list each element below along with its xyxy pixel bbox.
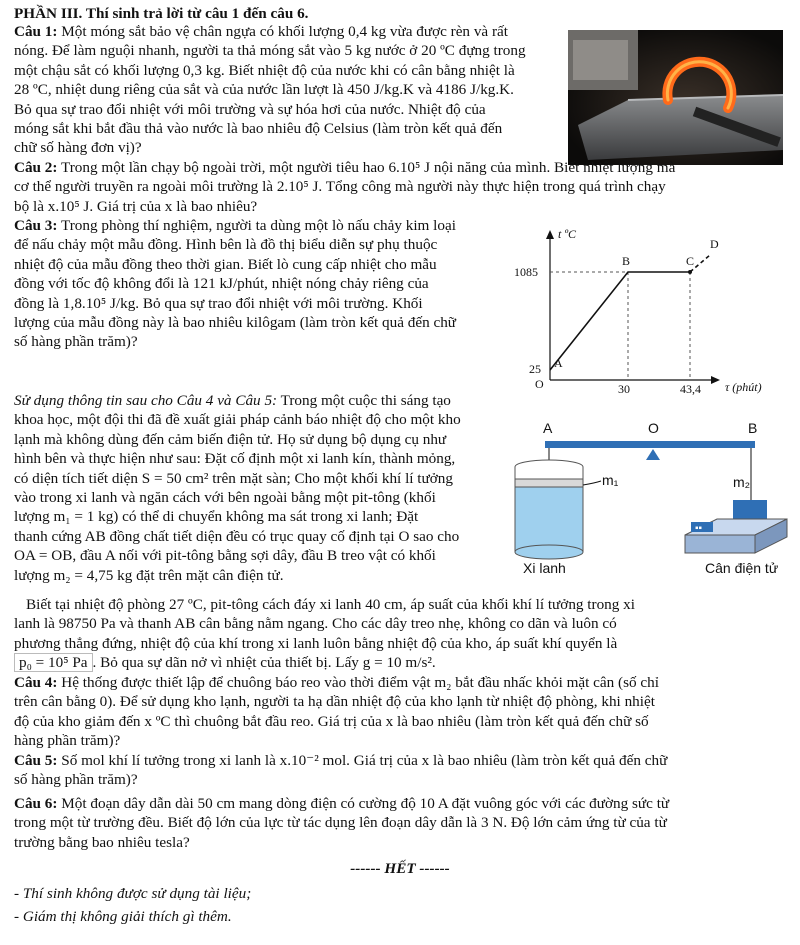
q6-line: trong một từ trường đều. Biết độ lớn của lực từ tác dụng lên đoạn dây dẫn là 3 N. Độ lớn cảm ứng từ của từ	[14, 814, 667, 832]
y-tick-label: 25	[529, 362, 541, 376]
q2-line: Trong một lần chạy bộ ngoài trời, một người tiêu hao 6.10⁵ J nội năng của mình. Biết nhiệt lượng mà	[61, 159, 676, 176]
label-o: O	[648, 420, 659, 436]
q3-line: số hàng phần trăm)?	[14, 333, 138, 351]
q3-line: nhiệt độ của mẫu đồng theo thời gian. Biết lò cung cấp nhiệt cho mẫu	[14, 255, 437, 273]
q5-label: Câu 5:	[14, 752, 58, 769]
intro-line: vào trong xi lanh và ngăn cách với bên ngoài bằng một pit-tông (khối	[14, 489, 436, 507]
point-label-a: A	[554, 356, 563, 370]
intro-line: có diện tích tiết diện S = 50 cm² trên mặt sàn; Cho một khối khí lí tưởng	[14, 469, 453, 487]
question-3	[14, 216, 504, 352]
pivot	[646, 449, 660, 460]
intro-line: thanh cứng AB đồng chất tiết diện đều có trục quay cố định tại O sao cho	[14, 527, 460, 545]
q1-line: 28 ºC, nhiệt dung riêng của sắt và của nước lần lượt là 450 J/kg.K và 4186 J/kg.K.	[14, 81, 514, 99]
q3-line: lượng của mẫu đồng này là bao nhiêu kilôgam (làm tròn kết quả đến chữ	[14, 314, 457, 332]
point-label-d: D	[710, 237, 719, 251]
question-6	[14, 794, 786, 852]
q6-label: Câu 6:	[14, 795, 58, 812]
q3-line: đồng là 1,8.10⁵ J/kg. Bỏ qua sự trao đổi nhiệt với môi trường. Khối	[14, 294, 423, 312]
q5-line: Số mol khí lí tưởng trong xi lanh là x.10⁻² mol. Giá trị của x là bao nhiêu (làm tròn kết quả đến chữ	[61, 752, 668, 769]
lever-diagram	[505, 415, 790, 580]
intro-line: lạnh mà không dùng đến cảm biến điện tử. Họ sử dụng bộ dụng cụ như	[14, 430, 447, 448]
origin-label: O	[535, 377, 544, 391]
q4-line: độ của kho giảm đến x ºC thì chuông bắt đầu reo. Giá trị của x là bao nhiêu (làm tròn kết quả đến chữ số	[14, 712, 649, 730]
intro-lead: Sử dụng thông tin sau cho Câu 4 và Câu 5:	[14, 392, 278, 409]
condition-line: Biết tại nhiệt độ phòng 27 ºC, pit-tông cách đáy xi lanh 40 cm, áp suất của khối khí lí tưởng trong xi	[26, 596, 635, 613]
horseshoe-photo	[568, 30, 783, 165]
question-4	[14, 673, 786, 751]
intro-q4-q5	[14, 391, 504, 585]
q1-label: Câu 1:	[14, 23, 58, 40]
intro-line: lượng m₂ = 4,75 kg đặt trên mặt cân điện tử.	[14, 566, 284, 584]
question-2	[14, 158, 786, 216]
x-axis-arrow	[711, 376, 720, 384]
q2-label: Câu 2:	[14, 159, 58, 176]
q2-line: cơ thể người truyền ra ngoài môi trường là 2.10⁵ J. Tổng công mà người này thực hiện trong quá trình chạy	[14, 178, 666, 196]
label-b: B	[748, 420, 758, 436]
condition-line: lanh là 98750 Pa và thanh AB cân bằng nằm ngang. Cho các dây treo nhẹ, không co dãn và luôn có	[14, 615, 617, 633]
q1-line: Bỏ qua sự trao đổi nhiệt với môi trường và sự hóa hơi của nước. Nhiệt độ của	[14, 100, 486, 118]
x-tick-label: 43,4	[680, 382, 701, 396]
notes	[14, 884, 786, 927]
intro-line: hình bên và thực hiện như sau: Đặt cố định một xi lanh kín, thành mỏng,	[14, 450, 456, 468]
q1-line: nóng. Để làm nguội nhanh, người ta thả móng sắt vào 5 kg nước ở 20 ºC đựng trong	[14, 42, 526, 60]
condition-line: . Bỏ qua sự dãn nở vì nhiệt của thiết bị. Lấy g = 10 m/s².	[92, 654, 436, 672]
q5-line: số hàng phần trăm)?	[14, 771, 138, 789]
label-a: A	[543, 420, 553, 436]
piston	[515, 479, 583, 487]
end-mark: ------ HẾT ------	[350, 860, 450, 877]
q4-line: trên cân bằng 0). Để sử dụng kho lạnh, người ta hạ dần nhiệt độ của kho lạnh từ nhiệt độ phòng, khi nhiệt	[14, 693, 655, 711]
scale-front	[685, 535, 755, 553]
intro-line: khoa học, một đội thi đã đề xuất giải pháp cảnh báo nhiệt độ cho một kho	[14, 411, 461, 429]
q2-line: bộ là x.10⁵ J. Giá trị của x là bao nhiêu?	[14, 197, 258, 215]
intro-line: Trong một cuộc thi sáng tạo	[277, 392, 451, 409]
x-tick-label: 30	[618, 382, 630, 396]
lever-beam	[545, 441, 755, 448]
y-axis-arrow	[546, 230, 554, 239]
point-label-c: C	[686, 254, 695, 268]
condition-line: phương thẳng đứng, nhiệt độ của khí trong xi lanh luôn bằng nhiệt độ của kho, áp suất khí quyển là	[14, 634, 618, 652]
atm-pressure: p₀ = 10⁵ Pa	[14, 653, 93, 672]
x-axis-label: τ (phút)	[725, 380, 762, 394]
q4-line: Hệ thống được thiết lập để chuông báo reo vào thời điểm vật m₂ bắt đầu nhấc khỏi mặt cân (số chỉ	[61, 674, 659, 691]
cylinder-bottom	[515, 545, 583, 559]
point-c	[688, 270, 692, 274]
scale-display-text: ▪▪	[695, 523, 703, 534]
scale-caption: Cân điện tử	[705, 560, 779, 576]
q1-line: một chậu sắt có khối lượng 0,3 kg. Biết nhiệt độ của nước khi có cân bằng nhiệt là	[14, 61, 515, 79]
y-axis-label: t ºC	[558, 227, 577, 241]
q4-label: Câu 4:	[14, 674, 58, 691]
point-label-b: B	[622, 254, 631, 268]
q4-line: hàng phần trăm)?	[14, 732, 121, 750]
cylinder-caption: Xi lanh	[523, 560, 566, 576]
q1-line: chữ số hàng đơn vị)?	[14, 139, 142, 157]
q3-line: Trong phòng thí nghiệm, người ta dùng một lò nấu chảy kim loại	[61, 217, 456, 234]
part-heading: PHẦN III. Thí sinh trả lời từ câu 1 đến câu 6.	[14, 5, 309, 22]
q1-line: móng sắt khi bắt đầu thả vào nước là bao nhiêu độ Celsius (làm tròn kết quả đến	[14, 120, 503, 138]
heating-curve	[550, 272, 690, 370]
note-line: - Giám thị không giải thích gì thêm.	[14, 908, 232, 926]
condition	[14, 595, 786, 673]
temperature-graph	[510, 225, 790, 400]
q6-line: trường bằng bao nhiêu tesla?	[14, 833, 190, 851]
m1-pointer	[583, 481, 601, 485]
cylinder-gas	[515, 487, 583, 552]
q3-line: đồng với tốc độ không đổi là 121 kJ/phút, nhiệt nóng chảy riêng của	[14, 275, 429, 293]
question-5	[14, 751, 786, 790]
intro-line: lượng m₁ = 1 kg) có thể di chuyển không ma sát trong xi lanh; Đặt	[14, 508, 419, 526]
question-1	[14, 22, 564, 158]
label-m1: m₁	[602, 472, 619, 488]
q1-line: Một móng sắt bảo vệ chân ngựa có khối lượng 0,4 kg vừa được rèn và rất	[61, 23, 508, 40]
intro-line: OA = OB, đầu A nối với pit-tông bằng sợi dây, đầu B treo vật có khối	[14, 547, 436, 565]
q6-line: Một đoạn dây dẫn dài 50 cm mang dòng điện có cường độ 10 A đặt vuông góc với các đường sức từ	[61, 795, 670, 812]
label-m2: m₂	[733, 474, 751, 490]
y-tick-label: 1085	[514, 265, 538, 279]
q3-label: Câu 3:	[14, 217, 58, 234]
q3-line: để nấu chảy một mẫu đồng. Hình bên là đồ thị biểu diễn sự phụ thuộc	[14, 236, 438, 254]
note-line: - Thí sinh không được sử dụng tài liệu;	[14, 885, 252, 902]
